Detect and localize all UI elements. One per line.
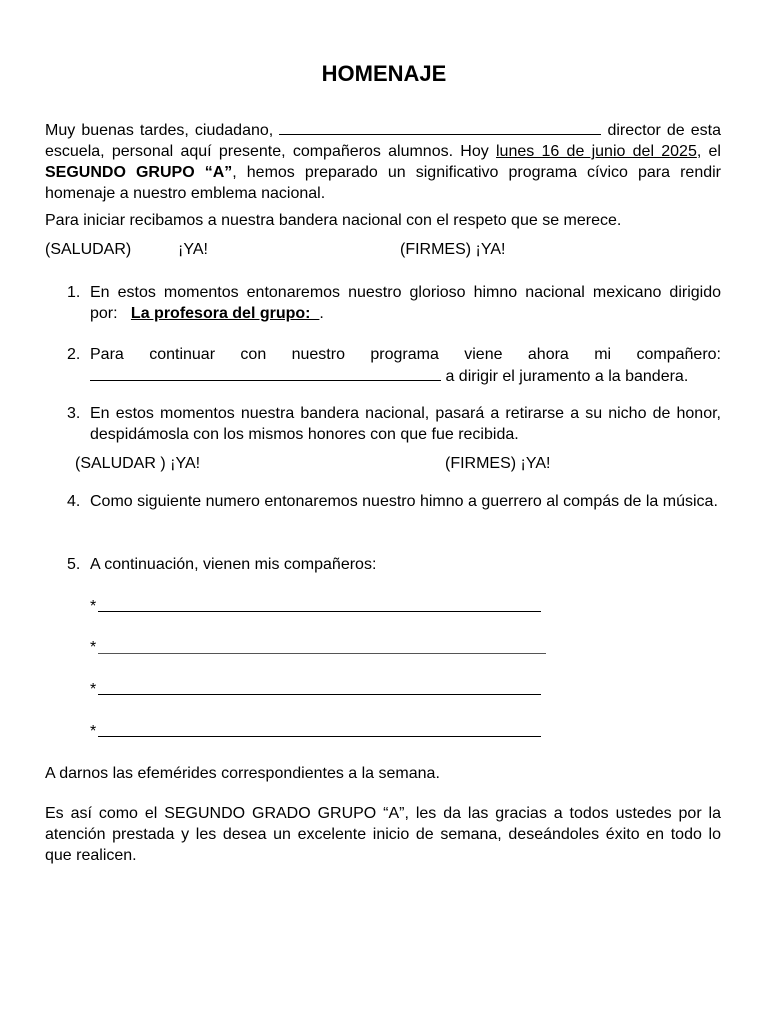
list-number: 3. [67,405,81,422]
list-number: 5. [67,556,81,573]
name-blank-line[interactable] [98,637,546,654]
list-number: 4. [67,493,81,510]
ya-command: ¡YA! [178,241,208,258]
list-item-4: Como siguiente numero entonaremos nuestro himno a guerrero al compás de la música. [90,493,718,510]
firm-command-2: (FIRMES) ¡YA! [445,455,551,472]
name-blank-line[interactable] [98,679,541,695]
bullet-star: * [90,723,97,740]
student-name-blank[interactable] [90,365,441,381]
closing-paragraph: Es así como el SEGUNDO GRADO GRUPO “A”, les da las gracias a todos ustedes por la atención prestada y les desea un excelente inicio de semana, deseándoles éxito en todo lo que realicen. [45,805,721,864]
name-blank-line[interactable] [98,721,541,737]
intro-paragraph: Muy buenas tardes, ciudadano, director de esta escuela, personal aquí presente, compañeros alumnos. Hoy lunes 16 de junio del 2025, el SEGUNDO GRUPO “A”, hemos preparado un significativo programa cívico para rendir homenaje a nuestro emblema nacional. [45,119,721,204]
flag-reception-paragraph: Para iniciar recibamos a nuestra bandera nacional con el respeto que se merece. [45,212,622,229]
ephemeris-paragraph: A darnos las efemérides correspondientes a la semana. [45,765,440,782]
list-item-1: En estos momentos entonaremos nuestro glorioso himno nacional mexicano dirigido por: La profesora del grupo: . [90,284,721,322]
bullet-star: * [90,681,97,698]
document-title: HOMENAJE [321,61,447,86]
salute-command-2: (SALUDAR ) ¡YA! [75,455,201,472]
list-item-3: En estos momentos nuestra bandera nacional, pasará a retirarse a su nicho de honor, despidámosla con los mismos honores con que fue recibida. [90,405,721,443]
list-number: 2. [67,346,81,363]
greeting-text: Muy buenas tardes, ciudadano, [45,122,274,139]
firm-command: (FIRMES) ¡YA! [400,241,506,258]
list-item-2: Para continuar con nuestro programa viene ahora mi compañero: [90,346,721,363]
group-name: SEGUNDO GRUPO “A” [45,164,233,181]
director-name-blank[interactable] [279,119,601,135]
name-blank-line[interactable] [98,596,541,612]
list-item-5: A continuación, vienen mis compañeros: [90,556,377,573]
greeting-text-2: director de esta escuela, personal aquí presente, compañeros alumnos. Hoy [45,122,722,160]
teacher-label: La profesora del grupo: [130,305,311,322]
list-item-2-line2: a dirigir el juramento a la bandera. [90,365,688,387]
bullet-star: * [90,639,97,656]
greeting-text-3: , hemos preparado un significativo programa cívico para rendir homenaje a nuestro emblema nacional. [45,164,722,202]
salute-command: (SALUDAR) [45,241,132,258]
bullet-star: * [90,598,97,615]
date-text: lunes 16 de junio del 2025 [496,143,697,160]
list-number: 1. [67,284,81,301]
